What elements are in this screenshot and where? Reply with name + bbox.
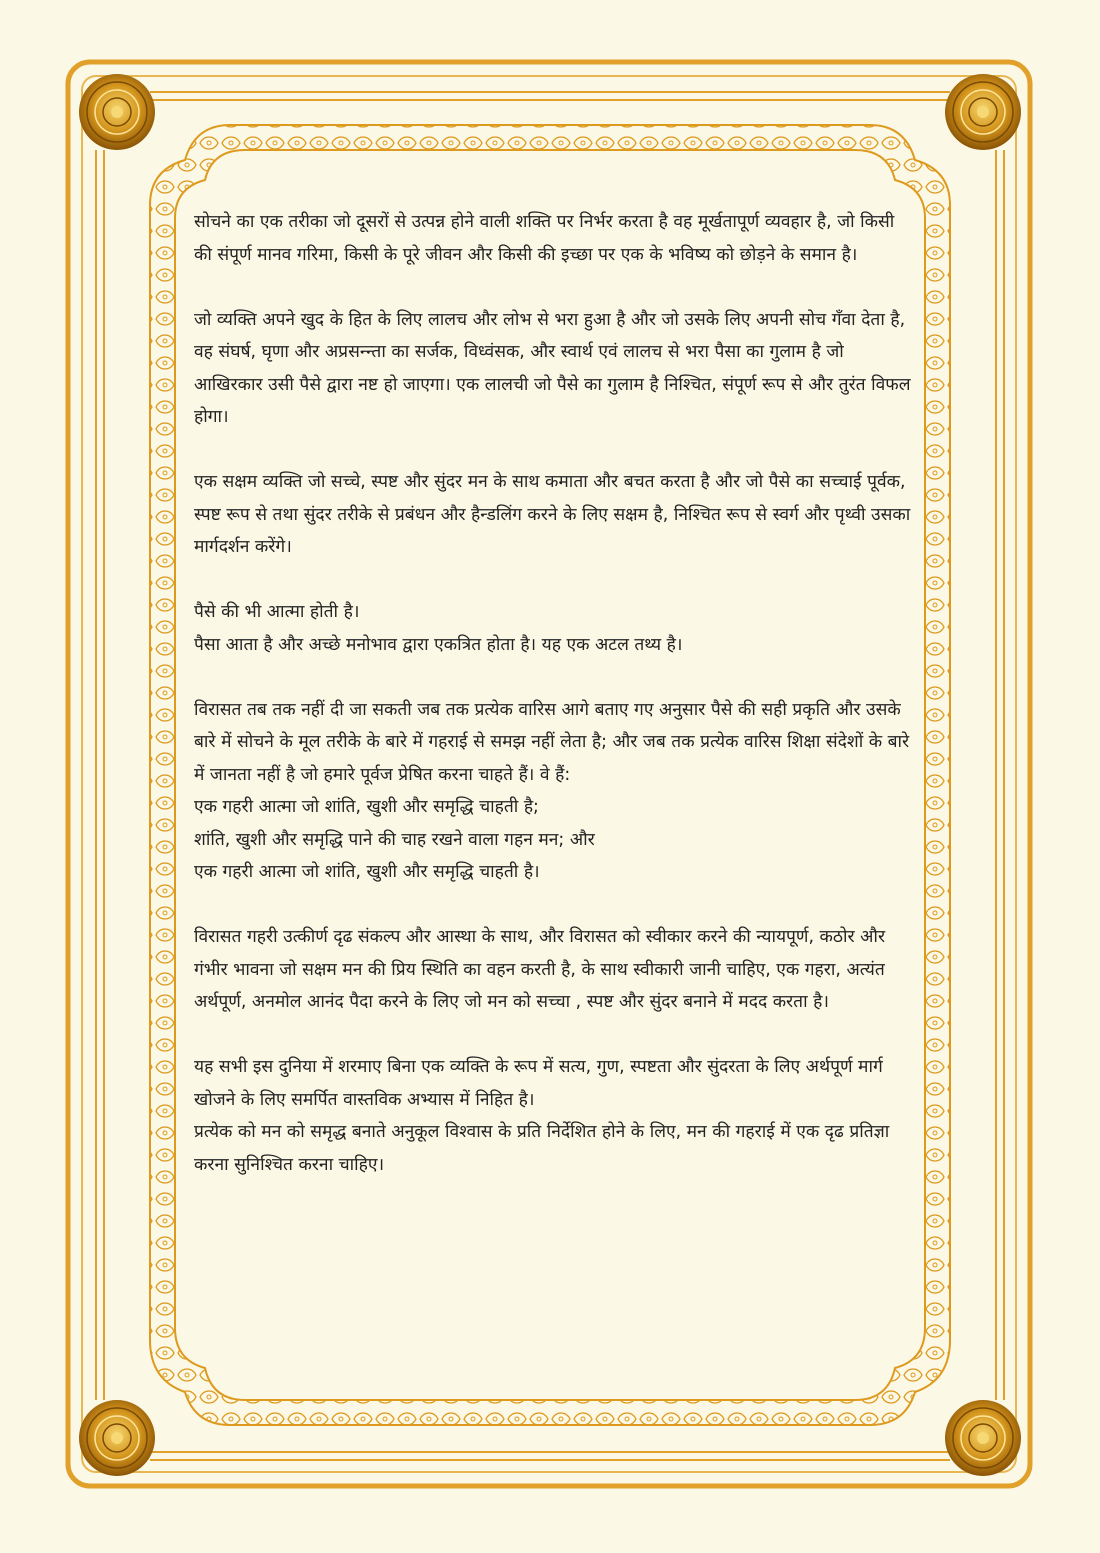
paragraph <box>194 1051 914 1181</box>
paragraph-line: शांति, खुशी और समृद्धि पाने की चाह रखने वाला गहन मन; और <box>194 829 595 850</box>
paragraph <box>194 596 914 661</box>
medallion-icon <box>945 74 1021 150</box>
medallion-icon <box>945 1400 1021 1476</box>
paragraph <box>194 206 914 271</box>
paragraph-line: विरासत गहरी उत्कीर्ण दृढ संकल्प और आस्था के साथ, और विरासत को स्वीकार करने की न्यायपूर्ण, कठोर और गंभीर भावना जो सक्षम मन की प्रिय स्थिति का वहन करती है, के साथ स्वीकारी जानी चाहिए, एक गहरा, अत्यंत अर्थपूर्ण, अनमोल आनंद पैदा करने के लिए जो मन को सच्चा , स्पष्ट और सुंदर बनाने में मदद करता है। <box>194 927 886 1012</box>
paragraph-line: प्रत्येक को मन को समृद्ध बनाते अनुकूल विश्वास के प्रति निर्देशित होने के लिए, मन की गहराई में एक दृढ प्रतिज्ञा करना सुनिश्चित करना चाहिए। <box>194 1122 890 1175</box>
medallion-icon <box>79 74 155 150</box>
paragraph-line: एक गहरी आत्मा जो शांति, खुशी और समृद्धि चाहती है; <box>194 797 539 817</box>
paragraph <box>194 466 914 564</box>
paragraph-line: जो व्यक्ति अपने खुद के हित के लिए लालच और लोभ से भरा हुआ है और जो उसके लिए अपनी सोच गँवा देता है, वह संघर्ष, घृणा और अप्रसन्न्ता का सर्जक, विध्वंसक, और स्वार्थ एवं लालच से भरा पैसा का गुलाम है जो आखिरकार उसी पैसे द्वारा नष्ट हो जाएगा। एक लालची जो पैसे का गुलाम है निश्चित, संपूर्ण रूप से और तुरंत विफल होगा। <box>194 309 911 427</box>
paragraph-line: पैसा आता है और अच्छे मनोभाव द्वारा एकत्रित होता है। यह एक अटल तथ्य है। <box>194 634 683 655</box>
document-body <box>194 206 914 1214</box>
paragraph-line: एक गहरी आत्मा जो शांति, खुशी और समृद्धि चाहती है। <box>194 862 540 882</box>
paragraph-line: यह सभी इस दुनिया में शरमाए बिना एक व्यक्ति के रूप में सत्य, गुण, स्पष्टता और सुंदरता के लिए अर्थपूर्ण मार्ग खोजने के लिए समर्पित वास्तविक अभ्यास में निहित है। <box>194 1057 883 1110</box>
paragraph <box>194 921 914 1019</box>
paragraph <box>194 304 914 434</box>
paragraph-line: सोचने का एक तरीका जो दूसरों से उत्पन्न होने वाली शक्ति पर निर्भर करता है वह मूर्खतापूर्ण व्यवहार है, जो किसी की संपूर्ण मानव गरिमा, किसी के पूरे जीवन और किसी की इच्छा पर एक के भविष्य को छोड़ने के समान है। <box>194 212 895 265</box>
paragraph <box>194 694 914 889</box>
medallion-icon <box>79 1400 155 1476</box>
paragraph-line: पैसे की भी आत्मा होती है। <box>194 602 360 622</box>
paragraph-line: एक सक्षम व्यक्ति जो सच्चे, स्पष्ट और सुंदर मन के साथ कमाता और बचत करता है और जो पैसे का सच्चाई पूर्वक, स्पष्ट रूप से तथा सुंदर तरीके से प्रबंधन और हैन्डलिंग करने के लिए सक्षम है, निश्चित रूप से स्वर्ग और पृथ्वी उसका मार्गदर्शन करेंगे। <box>194 472 911 557</box>
paragraph-line: विरासत तब तक नहीं दी जा सकती जब तक प्रत्येक वारिस आगे बताए गए अनुसार पैसे की सही प्रकृति और उसके बारे में सोचने के मूल तरीके के बारे में गहराई से समझ नहीं लेता है; और जब तक प्रत्येक वारिस शिक्षा संदेशों के बारे में जानता नहीं है जो हमारे पूर्वज प्रेषित करना चाहते हैं। वे हैं: <box>194 699 910 785</box>
